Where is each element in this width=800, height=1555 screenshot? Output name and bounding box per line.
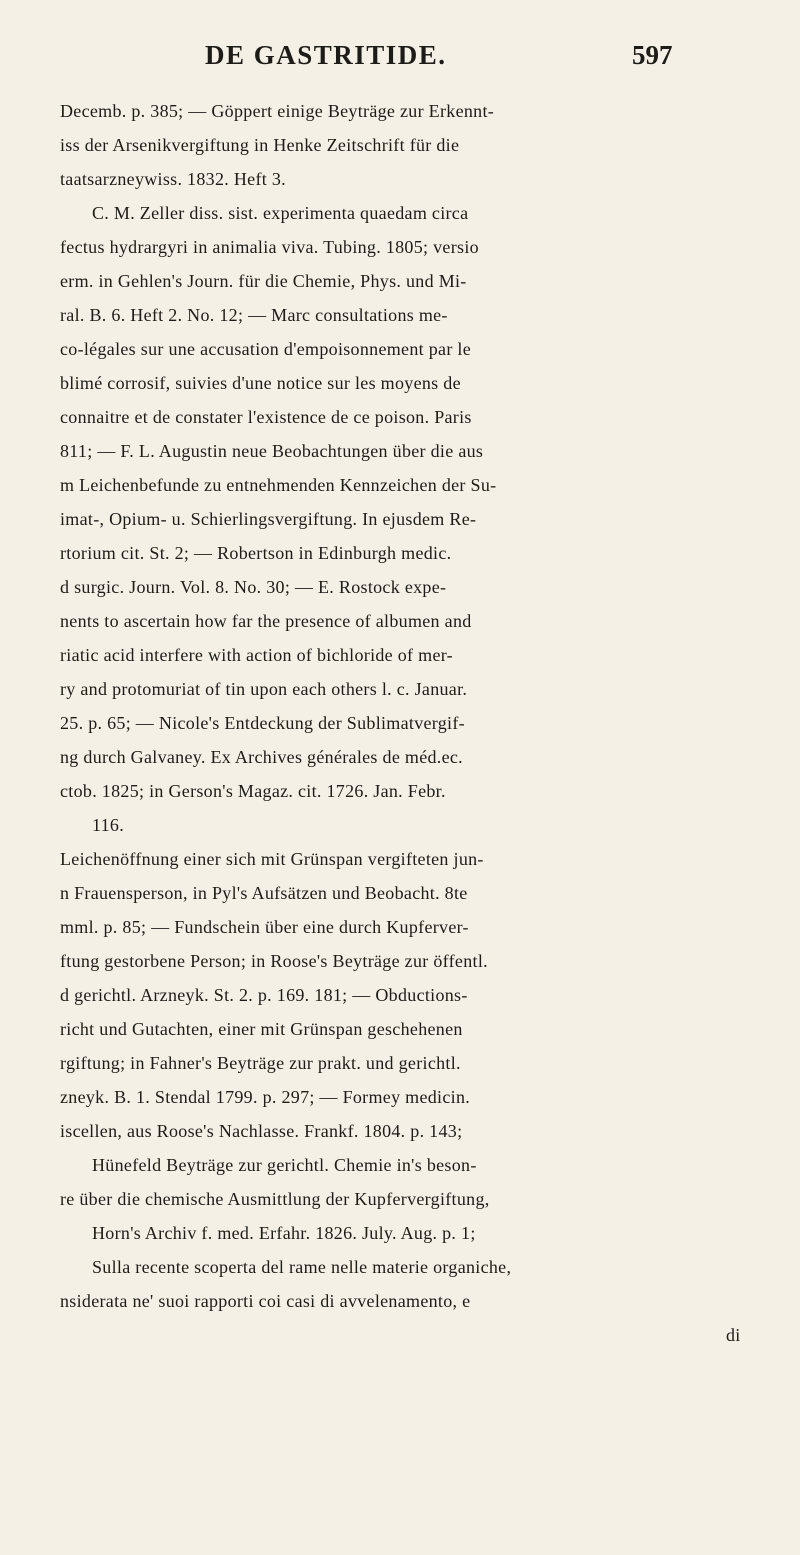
running-title: DE GASTRITIDE. — [205, 40, 447, 70]
text-line: re über die chemische Ausmittlung der Kupfervergiftung, — [60, 1189, 490, 1209]
text-line: rgiftung; in Fahner's Beyträge zur prakt. und gerichtl. — [60, 1053, 461, 1073]
text-line: mml. p. 85; — Fundschein über eine durch Kupferver- — [60, 917, 469, 937]
text-line: d gerichtl. Arzneyk. St. 2. p. 169. 181; — Obductions- — [60, 985, 468, 1005]
text-line: zneyk. B. 1. Stendal 1799. p. 297; — Formey medicin. — [60, 1087, 471, 1107]
text-line: iss der Arsenikvergiftung in Henke Zeitschrift für die — [60, 135, 460, 155]
text-line: n Frauensperson, in Pyl's Aufsätzen und Beobacht. 8te — [60, 883, 468, 903]
text-line: 25. p. 65; — Nicole's Entdeckung der Sublimatvergif- — [60, 713, 465, 733]
page-number: 597 — [632, 40, 673, 70]
text-line: Leichenöffnung einer sich mit Grünspan vergifteten jun- — [60, 849, 484, 869]
text-line: riatic acid interfere with action of bichloride of mer- — [60, 645, 453, 665]
text-line: connaitre et de constater l'existence de ce poison. Paris — [60, 407, 472, 427]
text-line: blimé corrosif, suivies d'une notice sur les moyens de — [60, 373, 461, 393]
text-line: iscellen, aus Roose's Nachlasse. Frankf. 1804. p. 143; — [60, 1121, 463, 1141]
running-header — [0, 40, 800, 80]
text-line: 116. — [92, 815, 125, 835]
text-line: erm. in Gehlen's Journ. für die Chemie, Phys. und Mi- — [60, 271, 467, 291]
text-line: Decemb. p. 385; — Göppert einige Beyträge zur Erkennt- — [60, 101, 495, 121]
text-line: Horn's Archiv f. med. Erfahr. 1826. July. Aug. p. 1; — [92, 1223, 476, 1243]
text-line: C. M. Zeller diss. sist. experimenta quaedam circa — [92, 203, 469, 223]
text-line: ral. B. 6. Heft 2. No. 12; — Marc consultations me- — [60, 305, 448, 325]
text-line: nents to ascertain how far the presence of albumen and — [60, 611, 472, 631]
text-line: ry and protomuriat of tin upon each others l. c. Januar. — [60, 679, 468, 699]
text-line: nsiderata ne' suoi rapporti coi casi di avvelenamento, e — [60, 1291, 471, 1311]
text-line: rtorium cit. St. 2; — Robertson in Edinburgh medic. — [60, 543, 452, 563]
text-line: fectus hydrargyri in animalia viva. Tubing. 1805; versio — [60, 237, 479, 257]
text-line: co-légales sur une accusation d'empoisonnement par le — [60, 339, 472, 359]
text-line: d surgic. Journ. Vol. 8. No. 30; — E. Rostock expe- — [60, 577, 447, 597]
catchword: di — [726, 1325, 741, 1345]
text-line: imat-, Opium- u. Schierlingsvergiftung. In ejusdem Re- — [60, 509, 477, 529]
text-line: richt und Gutachten, einer mit Grünspan geschehenen — [60, 1019, 463, 1039]
text-line: ftung gestorbene Person; in Roose's Beyträge zur öffentl. — [60, 951, 488, 971]
text-line: ctob. 1825; in Gerson's Magaz. cit. 1726. Jan. Febr. — [60, 781, 446, 801]
text-line: ng durch Galvaney. Ex Archives générales de méd.ec. — [60, 747, 463, 767]
text-line: m Leichenbefunde zu entnehmenden Kennzeichen der Su- — [60, 475, 497, 495]
text-line: 811; — F. L. Augustin neue Beobachtungen über die aus — [60, 441, 484, 461]
text-line: Hünefeld Beyträge zur gerichtl. Chemie in's beson- — [92, 1155, 477, 1175]
text-line: taatsarzneywiss. 1832. Heft 3. — [60, 169, 286, 189]
text-line: Sulla recente scoperta del rame nelle materie organiche, — [92, 1257, 512, 1277]
